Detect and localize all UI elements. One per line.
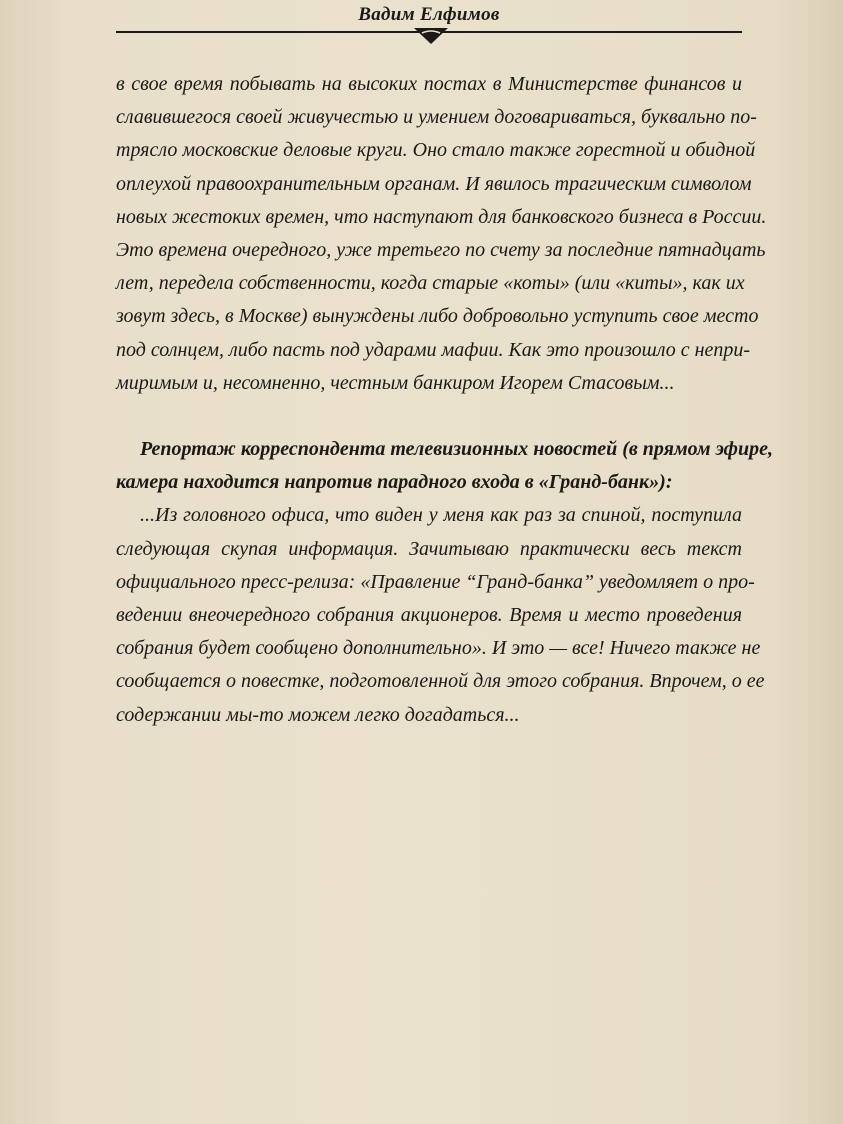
heading-line: Репортаж корреспондента телевизионных новостей (в прямом эфире,	[140, 438, 773, 461]
text-line: следующая скупая информация. Зачитываю практически весь текст	[116, 537, 742, 560]
text-line: новых жестоких времен, что наступают для банковского бизнеса в России.	[116, 205, 767, 228]
text-line: официального пресс-релиза: «Правление “Гранд-банка” уведомляет о про-	[116, 570, 755, 593]
paragraph-intro	[116, 68, 767, 400]
text-line: содержании мы-то можем легко догадаться...	[116, 703, 520, 726]
text-line: сообщается о повестке, подготовленной для этого собрания. Впрочем, о ее	[116, 670, 765, 693]
text-line: трясло московские деловые круги. Оно стало также горестной и обидной	[116, 139, 756, 162]
heading-line: камера находится напротив парадного входа в «Гранд-банк»):	[116, 471, 673, 494]
body-text	[116, 68, 773, 732]
running-header	[116, 0, 742, 44]
text-line: зовут здесь, в Москве) вынуждены либо добровольно уступить свое место	[116, 305, 759, 328]
text-line: оплеухой правоохранительным органам. И явилось трагическим символом	[116, 172, 752, 195]
text-line: под солнцем, либо пасть под ударами мафии. Как это произошло с непри-	[116, 338, 751, 361]
header-author: Вадим Елфимов	[358, 4, 500, 25]
report-heading	[116, 433, 773, 499]
text-line: славившегося своей живучестью и умением договариваться, буквально по-	[116, 106, 757, 129]
text-line: ведении внеочередного собрания акционеров. Время и место проведения	[116, 604, 742, 627]
header-ornament-icon	[414, 24, 448, 44]
text-line: ...Из головного офиса, что виден у меня как раз за спиной, поступила	[140, 504, 742, 527]
text-line: собрания будет сообщено дополнительно». И это — все! Ничего также не	[116, 637, 761, 660]
text-line: миримым и, несомненно, честным банкиром Игорем Стасовым...	[116, 371, 675, 394]
paragraph-gap	[116, 400, 742, 433]
paragraph-report	[116, 499, 765, 731]
text-line: лет, передела собственности, когда старые «коты» (или «киты», как их	[116, 272, 745, 295]
text-line: в свое время побывать на высоких постах в Министерстве финансов и	[116, 73, 742, 95]
text-line: Это времена очередного, уже третьего по счету за последние пятнадцать	[116, 239, 766, 262]
